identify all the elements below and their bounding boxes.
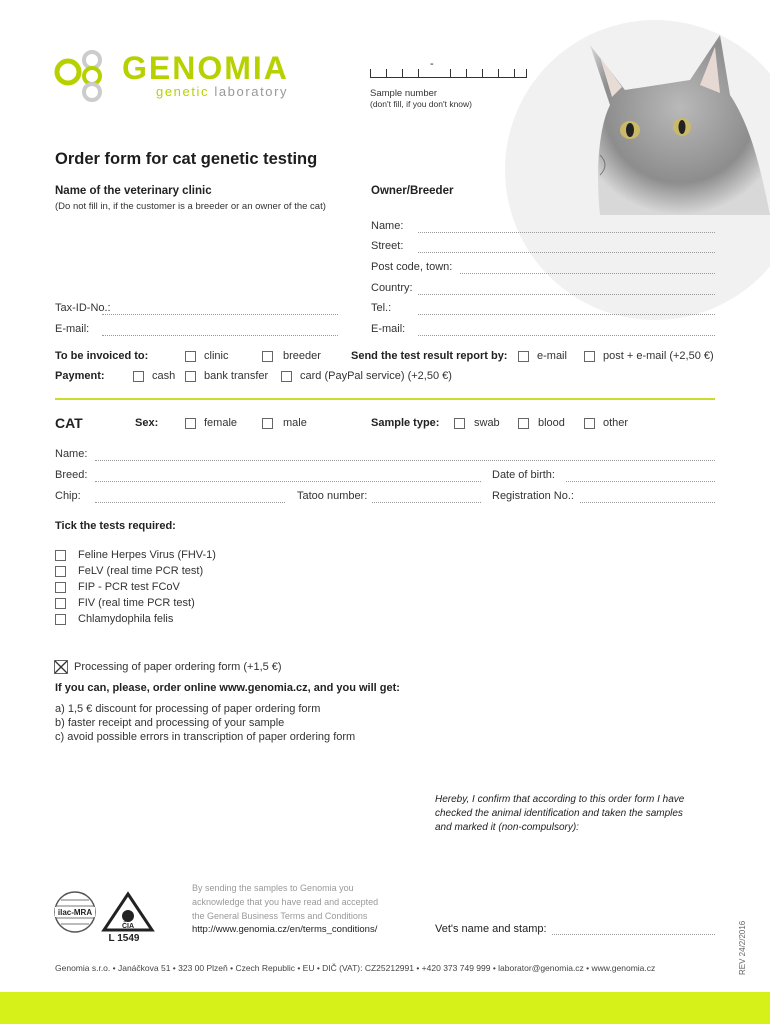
cat-tatoo-label: Tatoo number: [297,490,368,502]
cat-chip-field[interactable] [95,502,285,503]
terms-line-1: By sending the samples to Genomia you [192,883,354,893]
report-post-label: post + e-mail (+2,50 €) [603,350,714,362]
sex-male-checkbox[interactable] [262,418,273,429]
terms-line-2: acknowledge that you have read and accepted [192,897,379,907]
cat-reg-field[interactable] [580,502,715,503]
invoice-clinic-label: clinic [204,350,229,362]
accreditation-number: L 1549 [108,933,140,944]
revision-label: REV 24/2/2016 [738,920,747,975]
invoice-breeder-label: breeder [283,350,321,362]
invoice-breeder-checkbox[interactable] [262,351,273,362]
cat-breed-field[interactable] [95,481,481,482]
clinic-note: (Do not fill in, if the customer is a breeder or an owner of the cat) [55,201,326,212]
benefit-item: a) 1,5 € discount for processing of paper ordering form [55,703,321,715]
footer-address: Genomia s.r.o. • Janáčkova 51 • 323 00 Plzeň • Czech Republic • EU • DIČ (VAT): CZ25212991 • +420 373 749 999 • laborator@genomia.cz • www.genomia.cz [55,963,656,973]
sample-number-field[interactable] [370,58,527,78]
owner-name-field[interactable] [418,232,715,233]
clinic-email-label: E-mail: [55,323,90,335]
footer-green-bar [0,992,770,1024]
cat-photo [570,35,770,215]
test-item: FIP - PCR test FCoV [78,581,180,593]
sample-type-label: Sample type: [371,417,440,429]
test-item: FIV (real time PCR test) [78,597,195,609]
brand-tagline [156,84,288,99]
payment-cash-label: cash [152,370,176,382]
cia-logo-icon [100,890,156,944]
payment-bank-label: bank transfer [204,370,269,382]
confirm-line-3: and marked it (non-compulsory): [435,822,579,833]
owner-email-field[interactable] [418,335,715,336]
section-divider [55,398,715,400]
test-checkbox[interactable] [55,550,66,561]
owner-tel-field[interactable] [418,314,715,315]
sample-blood-label: blood [538,417,565,429]
test-checkbox[interactable] [55,566,66,577]
invoice-label: To be invoiced to: [55,350,149,362]
cat-breed-label: Breed: [55,469,88,481]
cat-dob-field[interactable] [566,481,715,482]
owner-street-label: Street: [371,240,404,252]
stamp-label: Vet's name and stamp: [435,923,547,935]
report-email-checkbox[interactable] [518,351,529,362]
payment-card-checkbox[interactable] [281,371,292,382]
report-label: Send the test result report by: [351,350,508,362]
payment-label: Payment: [55,370,105,382]
owner-country-field[interactable] [418,294,715,295]
sample-other-label: other [603,417,629,429]
owner-tel-label: Tel.: [371,302,392,314]
cat-reg-label: Registration No.: [492,490,574,502]
payment-cash-checkbox[interactable] [133,371,144,382]
report-post-checkbox[interactable] [584,351,595,362]
sample-number-label: Sample number [370,88,438,99]
sex-label: Sex: [135,417,159,429]
owner-street-field[interactable] [418,252,715,253]
cat-tatoo-field[interactable] [372,502,481,503]
online-headline: If you can, please, order online www.genomia.cz, and you will get: [55,682,400,694]
sample-swab-label: swab [474,417,500,429]
page-title: Order form for cat genetic testing [55,150,318,168]
paper-fee-label: Processing of paper ordering form (+1,5 €) [74,661,282,673]
terms-link[interactable]: http://www.genomia.cz/en/terms_conditions/ [192,924,378,935]
owner-email-label: E-mail: [371,323,406,335]
payment-bank-checkbox[interactable] [185,371,196,382]
benefit-item: c) avoid possible errors in transcription of paper ordering form [55,731,356,743]
owner-heading: Owner/Breeder [371,185,454,197]
genomia-logo-icon [54,46,120,106]
sex-female-checkbox[interactable] [185,418,196,429]
clinic-email-field[interactable] [102,335,338,336]
cat-heading: CAT [55,415,83,431]
test-item: Feline Herpes Virus (FHV-1) [78,549,216,561]
test-checkbox[interactable] [55,582,66,593]
sample-number-separator: - [430,58,434,70]
confirm-line-1: Hereby, I confirm that according to this order form I have [435,794,685,805]
clinic-tax-field[interactable] [102,314,338,315]
cat-name-field[interactable] [95,460,715,461]
brand-name: GENOMIA [122,50,289,86]
sex-female-label: female [204,417,238,429]
benefit-item: b) faster receipt and processing of your sample [55,717,285,729]
confirm-line-2: checked the animal identification and taken the samples [435,808,683,819]
paper-fee-checked-icon[interactable] [54,660,68,674]
sample-blood-checkbox[interactable] [518,418,529,429]
clinic-tax-label: Tax-ID-No.: [55,302,111,314]
invoice-clinic-checkbox[interactable] [185,351,196,362]
report-email-label: e-mail [537,350,567,362]
clinic-heading: Name of the veterinary clinic [55,185,212,197]
tests-heading: Tick the tests required: [55,520,176,532]
test-checkbox[interactable] [55,614,66,625]
test-item: Chlamydophila felis [78,613,174,625]
stamp-field[interactable] [552,934,715,935]
sex-male-label: male [283,417,307,429]
sample-swab-checkbox[interactable] [454,418,465,429]
test-checkbox[interactable] [55,598,66,609]
terms-line-3: the General Business Terms and Conditions [192,911,368,921]
owner-postcode-label: Post code, town: [371,261,453,273]
ilac-mra-logo-icon [53,890,97,934]
brand-tagline-colored: genetic [156,84,210,99]
owner-country-label: Country: [371,282,413,294]
owner-name-label: Name: [371,220,404,232]
test-item: FeLV (real time PCR test) [78,565,204,577]
cat-name-label: Name: [55,448,88,460]
cat-chip-label: Chip: [55,490,81,502]
cat-dob-label: Date of birth: [492,469,555,481]
cia-text: ČIA [121,923,135,930]
sample-other-checkbox[interactable] [584,418,595,429]
owner-postcode-field[interactable] [460,273,715,274]
sample-number-note: (don't fill, if you don't know) [370,99,472,109]
ilac-mra-text: ilac-MRA [57,908,93,917]
brand-tagline-rest: laboratory [214,84,289,99]
payment-card-label: card (PayPal service) (+2,50 €) [300,370,452,382]
